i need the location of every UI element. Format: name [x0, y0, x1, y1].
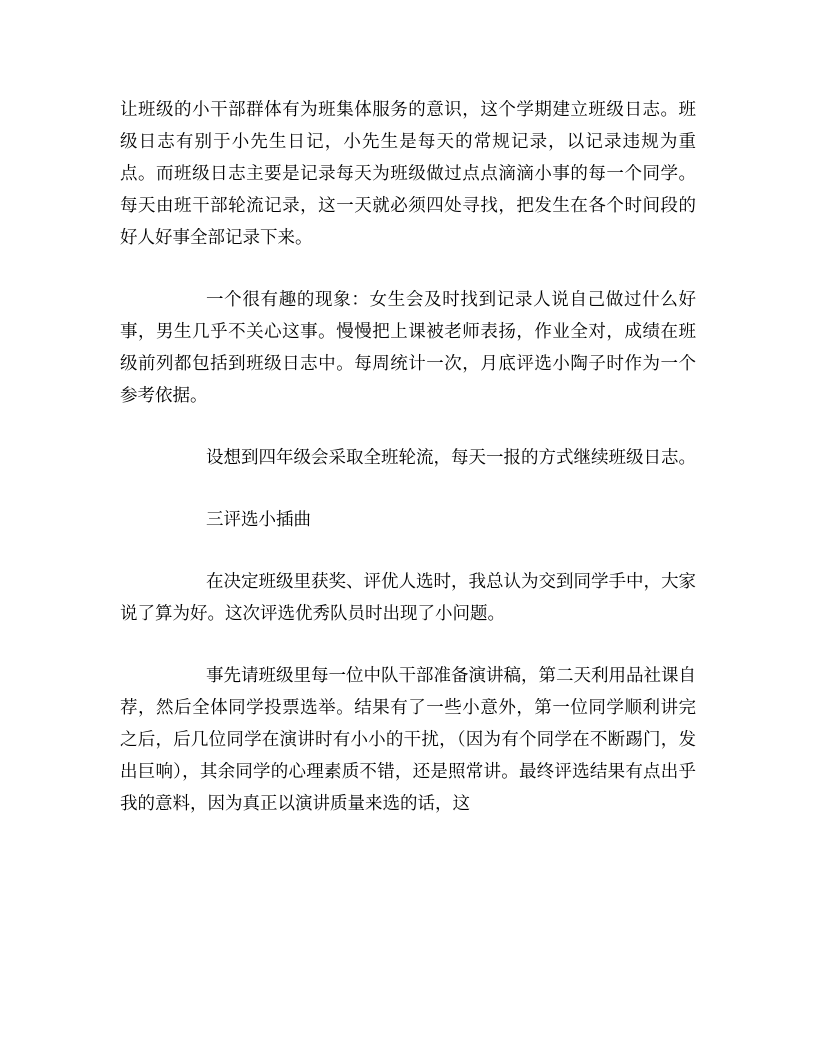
document-body	[120, 94, 696, 850]
section-heading-selection-episode: 三评选小插曲	[206, 510, 311, 530]
paragraph-grade-four-plan: 设想到四年级会采取全班轮流，每天一报的方式继续班级日志。	[206, 448, 696, 468]
paragraph-interesting-phenomenon: 一个很有趣的现象：女生会及时找到记录人说自己做过什么好事，男生几乎不关心这事。慢慢把上课被老师表扬，作业全对，成绩在班级前列都包括到班级日志中。每周统计一次，月底评选小陶子时作为一个参考依据。	[120, 290, 696, 406]
paragraph-class-log-intro: 让班级的小干部群体有为班集体服务的意识，这个学期建立班级日志。班级日志有别于小先生日记，小先生是每天的常规记录，以记录违规为重点。而班级日志主要是记录每天为班级做过点点滴滴小事的每一个同学。每天由班干部轮流记录，这一天就必须四处寻找，把发生在各个时间段的好人好事全部记录下来。	[120, 100, 696, 248]
paragraph-selection-decision: 在决定班级里获奖、评优人选时，我总认为交到同学手中，大家说了算为好。这次评选优秀队员时出现了小问题。	[120, 572, 696, 624]
paragraph-speech-election: 事先请班级里每一位中队干部准备演讲稿，第二天利用品社课自荐，然后全体同学投票选举。结果有了一些小意外，第一位同学顺利讲完之后，后几位同学在演讲时有小小的干扰，（因为有个同学在不断踢门，发出巨响），其余同学的心理素质不错，还是照常讲。最终评选结果有点出乎我的意料，因为真正以演讲质量来选的话，这	[120, 666, 696, 814]
